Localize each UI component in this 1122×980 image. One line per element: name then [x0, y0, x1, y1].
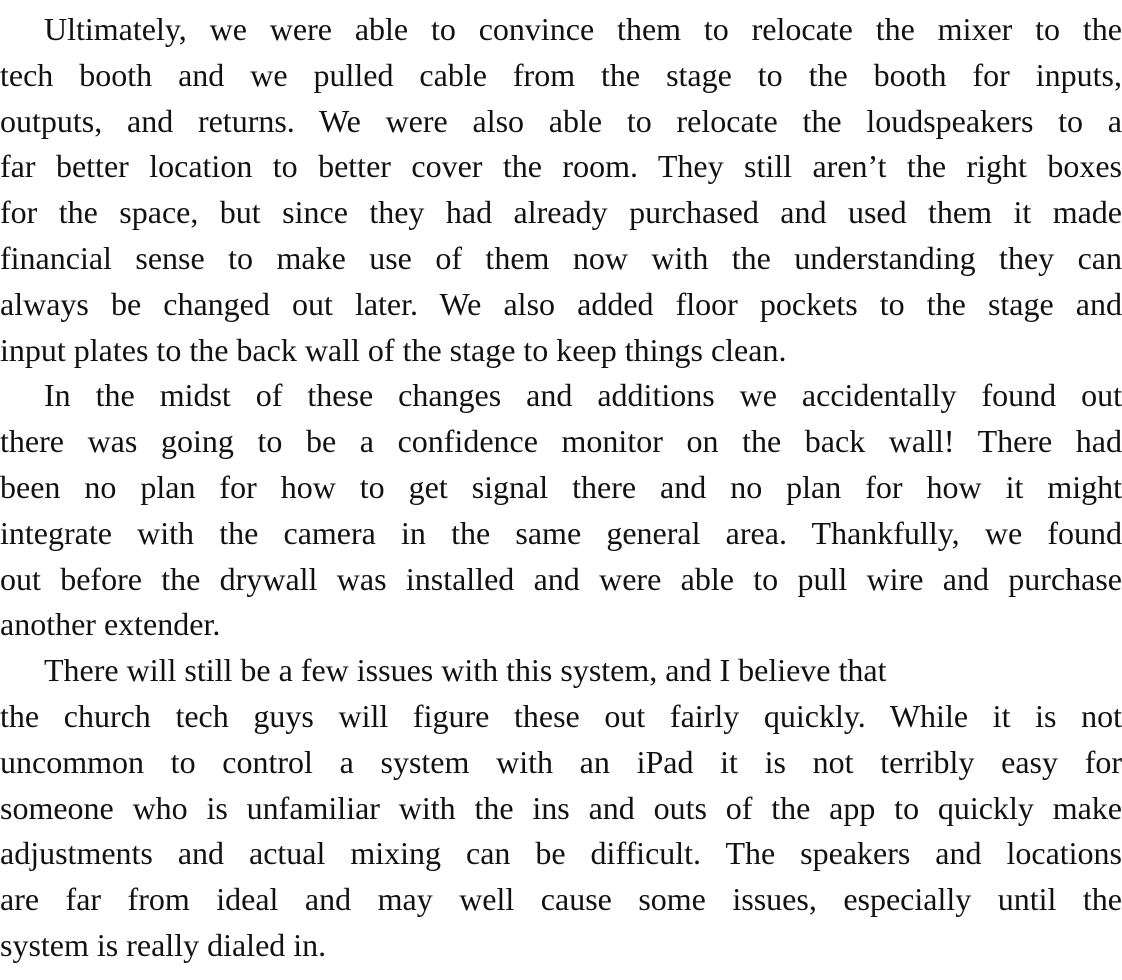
text-line: tech booth and we pulled cable from the stage to the booth for inputs,	[0, 56, 1122, 93]
text-line: adjustments and actual mixing can be difficult. The speakers and locations	[0, 835, 1122, 872]
text-line: integrate with the camera in the same general area. Thankfully, we found	[0, 514, 1122, 551]
text-line: out before the drywall was installed and were able to pull wire and purchase	[0, 560, 1122, 597]
text-line: system is really dialed in.	[0, 926, 327, 963]
paragraph	[0, 7, 1122, 373]
text-line: Ultimately, we were able to convince them to relocate the mixer to the	[44, 11, 1122, 47]
paragraph	[0, 373, 1122, 648]
text-line: are far from ideal and may well cause some issues, especially until the	[0, 881, 1122, 918]
text-line: In the midst of these changes and additions we accidentally found out	[44, 377, 1122, 414]
text-line: far better location to better cover the room. They still aren’t the right boxes	[0, 148, 1122, 185]
text-line: always be changed out later. We also added floor pockets to the stage and	[0, 285, 1122, 322]
text-line: uncommon to control a system with an iPad it is not terribly easy for	[0, 743, 1122, 780]
text-line: There will still be a few issues with this system, and I believe that	[44, 652, 887, 689]
text-line: another extender.	[0, 606, 221, 643]
text-line: the church tech guys will figure these out fairly quickly. While it is not	[0, 697, 1122, 734]
text-line: been no plan for how to get signal there and no plan for how it might	[0, 468, 1122, 505]
text-line: there was going to be a confidence monitor on the back wall! There had	[0, 423, 1122, 460]
text-line: outputs, and returns. We were also able to relocate the loudspeakers to a	[0, 102, 1122, 139]
text-line: input plates to the back wall of the stage to keep things clean.	[0, 331, 787, 368]
text-line: financial sense to make use of them now with the understanding they can	[0, 239, 1122, 276]
text-line: for the space, but since they had already purchased and used them it made	[0, 194, 1122, 231]
paragraph	[0, 648, 1122, 969]
document-body	[0, 7, 1122, 969]
text-line: someone who is unfamiliar with the ins and outs of the app to quickly make	[0, 789, 1122, 826]
